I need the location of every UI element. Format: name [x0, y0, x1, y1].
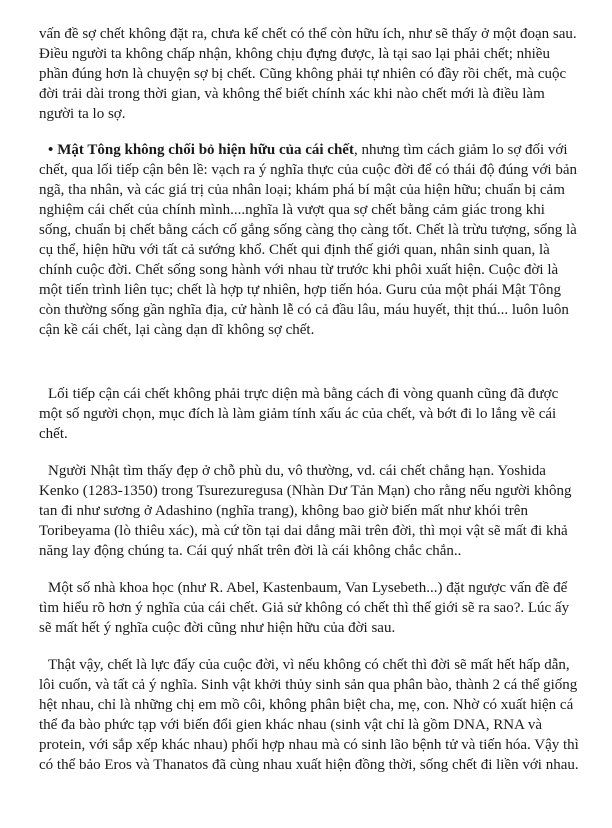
paragraph-scientists: Một số nhà khoa học (như R. Abel, Kastenbaum, Van Lysebeth...) đặt ngược vấn đề để tìm hiểu rõ hơn ý nghĩa của cái chết. Giả sử không có chết thì thế giới sẽ ra sao?. Lúc ấy sẽ mất hết ý nghĩa cuộc đời cũng như hiện hữu của đời sau.	[39, 580, 570, 636]
paragraph-tantra-bullet	[39, 140, 580, 340]
bullet-bold-heading: Mật Tông không chối bỏ hiện hữu của cái chết	[57, 142, 354, 158]
paragraph-indirect-approach: Lối tiếp cận cái chết không phải trực diện mà bằng cách đi vòng quanh cũng đã được một số người chọn, mục đích là làm giảm tính xấu ác của chết, và bớt đi lo lắng về cái chết.	[39, 386, 559, 442]
bullet-lead	[39, 142, 354, 158]
section-spacer	[39, 340, 580, 384]
bullet-body-text: , nhưng tìm cách giảm lo sợ đối với chết, qua lối tiếp cận bên lề: vạch ra ý nghĩa thực của cuộc đời để có thái độ đúng với bản ngã, tha nhân, và các giá trị của nhân loại; khám phá bí mật của hiện hữu; chuẩn bị cảm nghiệm cái chết của chính mình....nghĩa là vượt qua sợ chết bằng cảm giác trong khi sống, chuẩn bị chết bằng cách cố gắng sống càng thọ càng tốt. Chết là trừu tượng, sống là cụ thể, hiện hữu với tất cả sướng khổ. Chết qui định thế giới quan, nhân sinh quan, là chính cuộc đời. Chết sống song hành với nhau từ trước khi phôi xuất hiện. Cuộc đời là một tiến trình liên tục; chết là hợp tự nhiên, hợp tiến hóa. Guru của một phái Mật Tông còn thường sống gần nghĩa địa, cử hành lễ có cả đầu lâu, máu huyết, thịt thú... luôn luôn cận kề cái chết, lại càng dạn dĩ không sợ chết.	[39, 142, 577, 338]
paragraph-death-as-driving-force: Thật vậy, chết là lực đẩy của cuộc đời, vì nếu không có chết thì đời sẽ mất hết hấp dẫn, lôi cuốn, và tất cả ý nghĩa. Sinh vật khởi thủy sinh sản qua phân bào, thành 2 cá thể giống hệt nhau, chỉ là những chị em mồ côi, không phân biệt cha, mẹ, con. Nhờ có xuất hiện cá thể đa bào phức tạp với biến đổi gien khác nhau (sinh vật chỉ là gồm DNA, RNA và protein, với sắp xếp khác nhau) phối hợp nhau mà có sinh lão bệnh tử và tiến hóa. Vậy thì có thể bảo Eros và Thanatos đã cùng nhau xuất hiện đồng thời, sống chết đi liền với nhau.	[39, 657, 579, 773]
bullet-icon: •	[48, 142, 54, 158]
paragraph-japanese-view: Người Nhật tìm thấy đẹp ở chỗ phù du, vô thường, vd. cái chết chẳng hạn. Yoshida Kenko (1283-1350) trong Tsurezuregusa (Nhàn Dư Tản Mạn) cho rằng nếu người không tan đi như sương ở Adashino (nghĩa trang), không bao giờ biến mất như khói trên Toribeyama (lò thiêu xác), mà cứ tồn tại dai dẳng mãi trên đời, thì mọi vật sẽ mất đi khả năng lay động chúng ta. Cái quý nhất trên đời là cái không chắc chắn..	[39, 463, 572, 559]
paragraph-fear-of-death: vấn đề sợ chết không đặt ra, chưa kể chết có thể còn hữu ích, như sẽ thấy ở một đoạn sau. Điều người ta không chấp nhận, không chịu đựng được, là tại sao lại phải chết; nhiều phần đúng hơn là chuyện sợ bị chết. Cũng không phải tự nhiên có đầy rồi chết, mà cuộc đời trải dài trong thời gian, và không thể biết chính xác khi nào chết mới là điều làm người ta lo sợ.	[39, 26, 577, 122]
